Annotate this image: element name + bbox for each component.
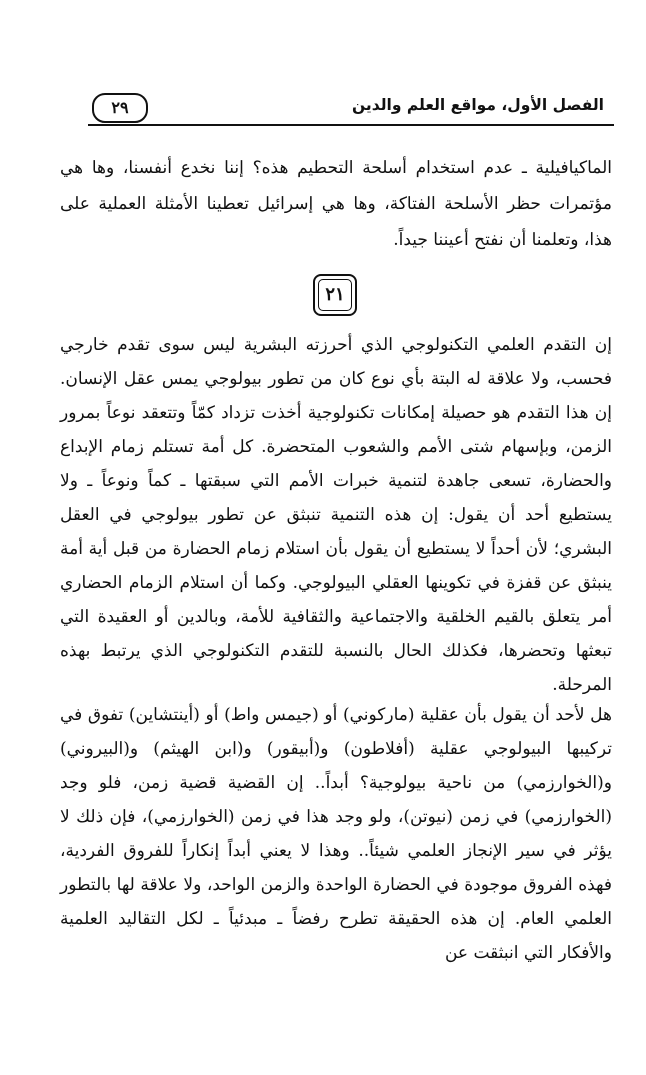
paragraph-2-text: إن التقدم العلمي التكنولوجي الذي أحرزته البشرية ليس سوى تقدم خارجي فحسب، ولا علاقة له البتة بأي نوع كان من تطور بيولوجي يمس عقل الإنسان. إن هذا التقدم هو حصيلة إمكانات تكنولوجية أخذت تزداد كمّاً وتتعقد نوعاً بمرور الزمن، وبإسهام شتى الأمم والشعوب المتحضرة. كل أمة تستلم زمام الإبداع والحضارة، تسعى جاهدة لتنمية خبرات الأمم التي سبقتها ـ كماً ونوعاً ـ ولا يستطيع أحد أن يقول: إن هذه التنمية تنبثق عن تطور بيولوجي في العقل البشري؛ لأن أحداً لا يستطيع أن يقول بأن استلام زمام الحضارة من قبل أية أمة ينبثق عن قفزة في تكوينها العقلي البيولوجي. وكما أن استلام الزمام الحضاري أمر يتعلق بالقيم الخلقية والاجتماعية والثقافية للأمة، وبالدين أو العقيدة التي تبعثها وتحضرها، فكذلك الحال بالنسبة للتقدم التكنولوجي الذي يرتبط بهذه المرحلة.	[60, 335, 612, 695]
running-title: الفصل الأول، مواقع العلم والدين	[351, 96, 604, 114]
page-number: ٢٩	[92, 93, 148, 123]
paragraph-2	[60, 328, 612, 702]
paragraph-1-text: الماكيافيلية ـ عدم استخدام أسلحة التحطيم هذه؟ إننا نخدع أنفسنا، وها هي مؤتمرات حظر الأسلحة الفتاكة، وها هي إسرائيل تعطينا الأمثلة العملية على هذا، وتعلمنا أن نفتح أعيننا جيداً.	[60, 158, 612, 250]
paragraph-3-text: هل لأحد أن يقول بأن عقلية (ماركوني) أو (جيمس واط) أو (أينتشاين) تفوق في تركيبها البيولوجي عقلية (أفلاطون) و(أبيقور) و(ابن الهيثم) و(البيروني) و(الخوارزمي) من ناحية بيولوجية؟ أبداً.. إن القضية قضية زمن، فلو وجد (الخوارزمي) في زمن (نيوتن)، ولو وجد هذا في زمن (الخوارزمي)، فإن ذلك لا يؤثر في سير الإنجاز العلمي شيئاً.. وهذا لا يعني أبداً إنكاراً للفروق الفردية، فهذه الفروق موجودة في الحضارة الواحدة والزمن الواحد، ولا علاقة لها بالتطور العلمي العام. إن هذه الحقيقة تطرح رفضاً ـ مبدئياً ـ لكل التقاليد العلمية والأفكار التي انبثقت عن	[60, 705, 612, 963]
paragraph-1	[60, 150, 612, 258]
section-number: ٢١	[313, 274, 357, 316]
paragraph-3	[60, 698, 612, 970]
page-header	[88, 84, 614, 126]
